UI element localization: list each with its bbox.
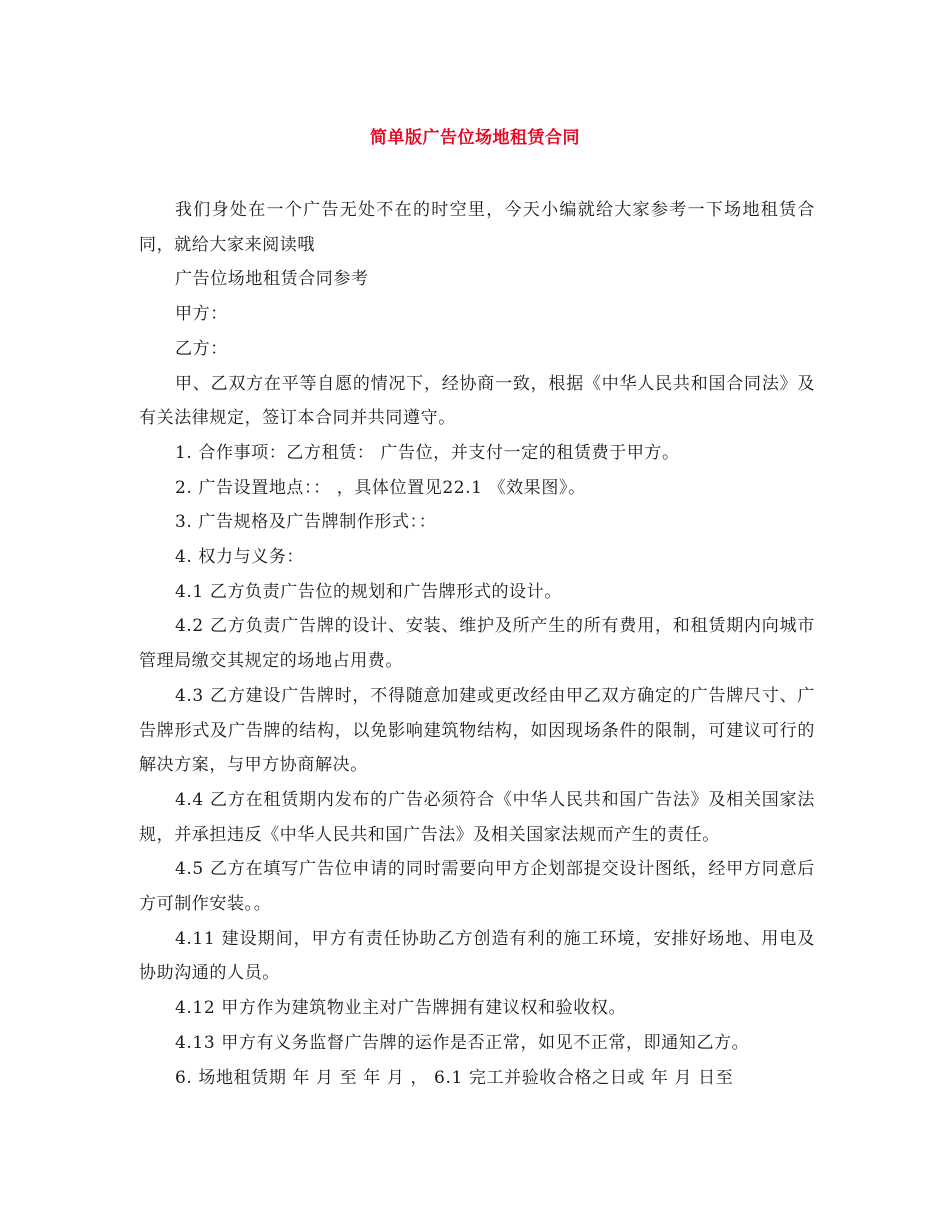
- paragraph-party-a: 甲方：: [175, 304, 228, 325]
- paragraph-preamble: 甲、乙双方在平等自愿的情况下，经协商一致，根据《中华人民共和国合同法》及有关法律规定，签订本合同并共同遵守。: [139, 373, 815, 429]
- clause-4-5: 4.5 乙方在填写广告位申请的同时需要向甲方企划部提交设计图纸，经甲方同意后方可制作安装。。: [139, 859, 815, 915]
- clause-2: 2. 广告设置地点：： ，具体位置见22.1 《效果图》。: [175, 477, 586, 498]
- document-title: 简单版广告位场地租赁合同: [370, 128, 580, 148]
- clause-4: 4. 权力与义务：: [175, 547, 305, 568]
- clause-4-2: 4.2 乙方负责广告牌的设计、安装、维护及所产生的所有费用，和租赁期内向城市管理局缴交其规定的场地占用费。: [139, 616, 815, 672]
- document-body: [139, 193, 815, 1095]
- clause-4-11: 4.11 建设期间，甲方有责任协助乙方创造有利的施工环境，安排好场地、用电及协助沟通的人员。: [139, 928, 815, 984]
- clause-4-12: 4.12 甲方作为建筑物业主对广告牌拥有建议权和验收权。: [175, 998, 627, 1019]
- clause-4-4: 4.4 乙方在租赁期内发布的广告必须符合《中华人民共和国广告法》及相关国家法规，并承担违反《中华人民共和国广告法》及相关国家法规而产生的责任。: [139, 789, 815, 845]
- clause-4-3: 4.3 乙方建设广告牌时，不得随意加建或更改经由甲乙双方确定的广告牌尺寸、广告牌形式及广告牌的结构，以免影响建筑物结构，如因现场条件的限制，可建议可行的解决方案，与甲方协商解决。: [139, 685, 815, 776]
- clause-3: 3. 广告规格及广告牌制作形式：：: [175, 512, 437, 533]
- paragraph-party-b: 乙方：: [175, 338, 228, 359]
- clause-6: 6. 场地租赁期 年 月 至 年 月 ， 6.1 完工并验收合格之日或 年 月 日至: [175, 1067, 734, 1088]
- clause-4-1: 4.1 乙方负责广告位的规划和广告牌形式的设计。: [175, 581, 562, 602]
- clause-1: 1. 合作事项：乙方租赁： 广告位，并支付一定的租赁费于甲方。: [175, 442, 680, 463]
- paragraph-contract-heading: 广告位场地租赁合同参考: [175, 269, 369, 290]
- clause-4-13: 4.13 甲方有义务监督广告牌的运作是否正常，如见不正常，即通知乙方。: [175, 1032, 750, 1053]
- paragraph-intro: 我们身处在一个广告无处不在的时空里，今天小编就给大家参考一下场地租赁合同，就给大家来阅读哦: [139, 200, 815, 255]
